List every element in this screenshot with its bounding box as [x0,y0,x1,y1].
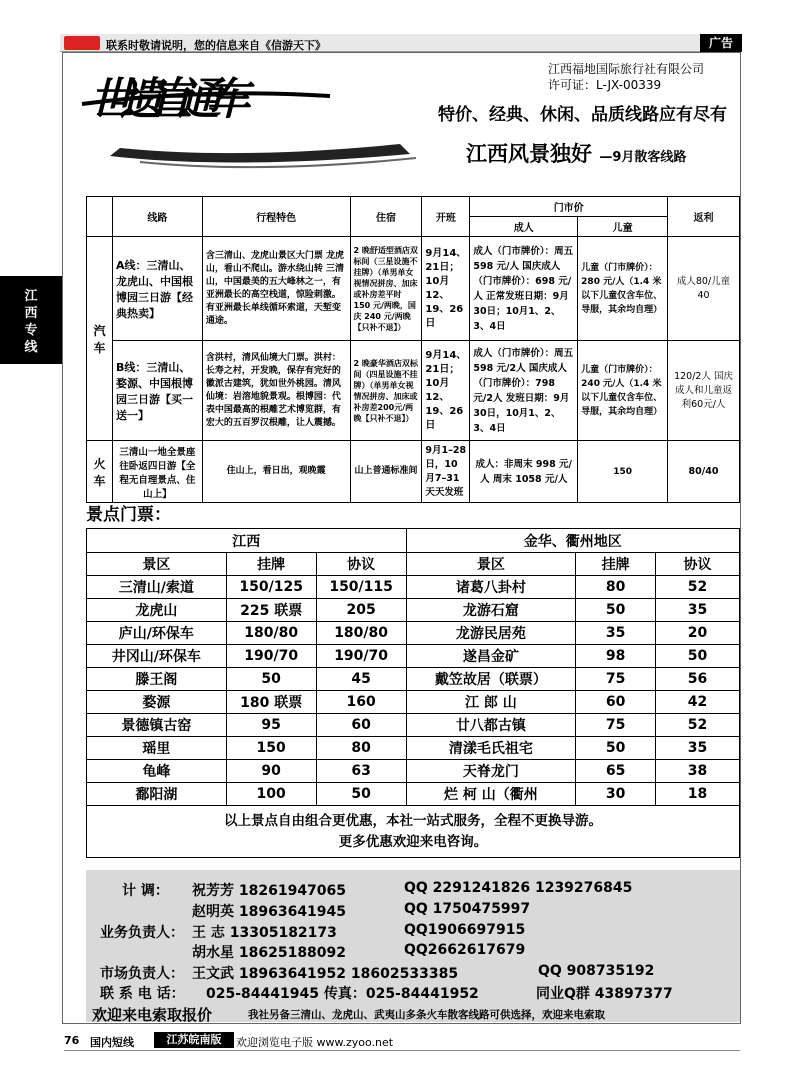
shiyi-logo-icon [80,74,420,170]
ticket-cell-l-list: 180/80 [226,622,316,645]
ticket-cell-r-list: 30 [576,783,656,806]
ticket-cell-r-list: 75 [576,714,656,737]
route-stay: 2 晚豪华酒店双标间（四星设施不挂牌）（单男单女视情况拼房、加床或补房差200元/两晚【只补不退】） [350,341,422,441]
table-row [87,691,740,714]
adult-price: 成人（门市牌价）：周五 598 元/2人 国庆成人（门市牌价）：798 元/2人 发班日期：9月30日，10月1、2、3、4日 [470,341,578,441]
ticket-cell-l-name: 龙虎山 [87,599,227,622]
slogan-line: 特价、经典、休闲、品质线路应有尽有 [438,105,727,125]
ticket-cell-r-deal: 38 [656,760,740,783]
col-spot: 景区 [406,553,576,576]
contact-qq: QQ 1750475997 [404,901,531,917]
ticket-cell-r-list: 50 [576,737,656,760]
ticket-cell-l-list: 95 [226,714,316,737]
edition-badge: 江苏皖南版 [154,1032,234,1048]
license-number: 许可证：L-JX-00339 [548,78,662,92]
ticket-cell-r-name: 清漾毛氏祖宅 [406,737,576,760]
route-dates: 9月14、21日；10月12、19、26日 [422,237,470,341]
ticket-cell-l-list: 100 [226,783,316,806]
company-name: 江西福地国际旅行社有限公司 [548,62,705,76]
col-stay: 住宿 [350,197,422,237]
table-row [87,441,740,503]
ticket-cell-l-name: 瑶里 [87,737,227,760]
table-row [87,622,740,645]
rebate: 80/40 [668,441,740,503]
route-stay: 山上普通标准间 [350,441,422,503]
ticket-cell-l-name: 景德镇古窑 [87,714,227,737]
table-header-row [87,197,740,217]
side-tab-char: 江 [24,289,38,304]
dispatch-label: 计 调： [122,883,169,899]
table-row [87,341,740,441]
website-link[interactable]: 欢迎浏览电子版 www.zyoo.net [236,1036,394,1049]
tickets-note-row [87,806,740,858]
col-deal-price: 协议 [316,553,406,576]
business-label: 业务负责人： [100,925,184,941]
page-number: 76 [64,1034,80,1047]
ticket-cell-l-list: 190/70 [226,645,316,668]
route-dates: 9月1–28日，10月7–31天天发班 [422,441,470,503]
route-stay: 2 晚舒适型酒店双标间（三星设施不挂牌）（单男单女视情况拼房、加床或补房差平时 150 元/两晚，国庆 240 元/两晚【只补不退】） [350,237,422,341]
tickets-table [86,528,740,858]
col-list-price: 挂牌 [576,553,656,576]
ticket-cell-r-list: 65 [576,760,656,783]
ticket-cell-l-name: 鄱阳湖 [87,783,227,806]
route-dates: 9月14、21日；10月12、19、26日 [422,341,470,441]
ticket-cell-l-list: 150 [226,737,316,760]
table-row [87,599,740,622]
ticket-cell-l-list: 180 联票 [226,691,316,714]
adult-price: 成人：非周末 998 元/人 周末 1058 元/人 [470,441,578,503]
col-route: 线路 [112,197,202,237]
tickets-note-2: 更多优惠欢迎来电咨询。 [338,833,488,850]
side-tab-char: 专 [24,323,38,338]
contact-person: 王 志 13305182173 [192,925,337,941]
ticket-cell-r-list: 35 [576,622,656,645]
footer-divider [64,1050,740,1051]
ticket-cell-l-name: 婺源 [87,691,227,714]
ticket-cell-r-deal: 20 [656,622,740,645]
headline-sub: —9月散客线路 [599,150,687,165]
ticket-cell-r-name: 遂昌金矿 [406,645,576,668]
ticket-cell-l-name: 井冈山/环保车 [87,645,227,668]
ticket-cell-l-deal: 190/70 [316,645,406,668]
brand-logo-icon [64,36,100,50]
route-features: 含三清山、龙虎山景区大门票 龙虎山，看山不爬山。游水绕山转 三清山，中国最美的五大峰林之一，有亚洲最长的高空栈道，惊险刺激。有亚洲最长单线循环索道，天堑变通途。 [202,237,350,341]
ticket-cell-r-deal: 52 [656,576,740,599]
route-features: 住山上，看日出，观晚霞 [202,441,350,503]
marketing-label: 市场负责人： [100,966,184,982]
headline-main: 江西风景独好 [466,142,592,166]
route-name: B线：三清山、婺源、中国根博园三日游【买一送一】 [112,341,202,441]
tickets-header-row [87,553,740,576]
rebate: 120/2人 国庆成人和儿童返利60元/人 [668,341,740,441]
ticket-cell-r-deal: 18 [656,783,740,806]
child-price: 儿童（门市牌价）：280 元/人（1.4 米以下儿童仅含车位、导服，其余均自理） [578,237,668,341]
table-row [87,668,740,691]
table-row [87,714,740,737]
phone-label: 联 系 电 话： [100,986,185,1002]
contact-qq: QQ 2291241826 1239276845 [404,880,633,896]
region-jiangxi: 江西 [87,529,407,553]
contact-qq: QQ2662617679 [404,942,526,958]
category-bus: 汽车 [87,237,113,441]
ticket-cell-r-name: 江 郎 山 [406,691,576,714]
logo-text: 世遗直通车 [90,74,250,125]
ticket-cell-r-list: 80 [576,576,656,599]
col-list-price: 挂牌 [226,553,316,576]
ticket-cell-l-deal: 50 [316,783,406,806]
ticket-cell-l-deal: 80 [316,737,406,760]
ticket-cell-l-name: 庐山/环保车 [87,622,227,645]
ticket-cell-l-deal: 205 [316,599,406,622]
category-train: 火车 [87,441,113,503]
region-jinhua-quzhou: 金华、衢州地区 [406,529,739,553]
region-row [87,529,740,553]
ticket-cell-l-name: 三清山/索道 [87,576,227,599]
col-adult: 成人 [470,217,578,237]
ticket-cell-r-name: 廿八都古镇 [406,714,576,737]
adult-price: 成人（门市牌价）：周五 598 元/人 国庆成人（门市牌价）：698 元/人 正常发班日期：9月30日；10月1、2、3、4日 [470,237,578,341]
contact-person: 赵明英 18963641945 [192,904,347,920]
ticket-cell-l-deal: 150/115 [316,576,406,599]
side-tab-char: 西 [24,306,38,321]
ticket-cell-r-name: 龙游石窟 [406,599,576,622]
ticket-cell-r-list: 60 [576,691,656,714]
ticket-cell-r-name: 戴笠故居（联票） [406,668,576,691]
table-row [87,645,740,668]
table-row [87,737,740,760]
contact-qq: QQ1906697915 [404,922,526,938]
col-rebate: 返利 [668,197,740,237]
child-price: 儿童（门市牌价）：240 元/人（1.4 米以下儿童仅含车位、导服，其余均自理） [578,341,668,441]
table-row [87,760,740,783]
table-row [87,237,740,341]
tour-routes-table [86,196,740,503]
ticket-cell-l-deal: 180/80 [316,622,406,645]
ticket-cell-r-deal: 42 [656,691,740,714]
side-tab-char: 线 [24,340,38,355]
ticket-cell-r-deal: 56 [656,668,740,691]
welcome-subtext: 我社另备三清山、龙虎山、武夷山多条火车散客线路可供选择，欢迎来电索取 [248,1009,605,1021]
table-row [87,783,740,806]
ticket-cell-l-list: 90 [226,760,316,783]
ticket-cell-r-deal: 35 [656,737,740,760]
headline [466,138,686,168]
contact-qq: QQ 908735192 [538,963,655,979]
ticket-cell-r-deal: 52 [656,714,740,737]
contact-person: 王文武 18963641952 18602533385 [192,966,459,982]
tickets-note-1: 以上景点自由组合更优惠，本社一站式服务，全程不更换导游。 [224,812,602,829]
route-name: A线：三清山、龙虎山、中国根博园三日游【经典热卖】 [112,237,202,341]
col-child: 儿童 [578,217,668,237]
route-name: 三清山一地全景座往卧返四日游【全程无自理景点、住山上】 [112,441,202,503]
ticket-cell-l-list: 150/125 [226,576,316,599]
ticket-cell-r-deal: 35 [656,599,740,622]
table-row [87,576,740,599]
tickets-title: 景点门票： [86,505,171,525]
ticket-cell-l-deal: 63 [316,760,406,783]
child-price: 150 [578,441,668,503]
section-name: 国内短线 [90,1036,134,1049]
ticket-cell-l-list: 50 [226,668,316,691]
ticket-cell-l-name: 龟峰 [87,760,227,783]
side-section-tab [0,276,62,364]
ticket-cell-r-deal: 50 [656,645,740,668]
ad-tag: 广告 [700,34,742,52]
ticket-cell-l-deal: 45 [316,668,406,691]
phone-fax: 025-84441945 传真：025-84441952 [206,986,479,1002]
group-qq: 同业Q群 43897377 [536,986,673,1002]
col-depart: 开班 [422,197,470,237]
ticket-cell-r-name: 诸葛八卦村 [406,576,576,599]
rebate: 成人80/儿童40 [668,237,740,341]
contact-person: 胡水星 18625188092 [192,945,347,961]
ticket-cell-r-list: 98 [576,645,656,668]
route-features: 含洪村，清风仙境大门票。洪村：长寿之村，开发晚，保存有完好的徽派古建筑，犹如世外桃园。清风仙境：岩溶地貌景观。根博园：代表中国最高的根雕艺术博览群，有宏大的五百罗汉根雕，让人震撼。 [202,341,350,441]
col-spot: 景区 [87,553,227,576]
ticket-cell-r-name: 龙游民居苑 [406,622,576,645]
ticket-cell-r-list: 75 [576,668,656,691]
ticket-cell-l-list: 225 联票 [226,599,316,622]
col-price: 门市价 [470,197,668,217]
col-deal-price: 协议 [656,553,740,576]
ticket-cell-l-name: 滕王阁 [87,668,227,691]
contact-person: 祝芳芳 18261947065 [192,883,347,899]
col-features: 行程特色 [202,197,350,237]
ticket-cell-l-deal: 60 [316,714,406,737]
ticket-cell-r-list: 50 [576,599,656,622]
header-notice: 联系时敬请说明，您的信息来自《信游天下》 [106,39,326,52]
ticket-cell-r-name: 烂 柯 山（衢州 [406,783,576,806]
welcome-text: 欢迎来电索取报价 [92,1006,213,1024]
ticket-cell-r-name: 天脊龙门 [406,760,576,783]
ticket-cell-l-deal: 160 [316,691,406,714]
